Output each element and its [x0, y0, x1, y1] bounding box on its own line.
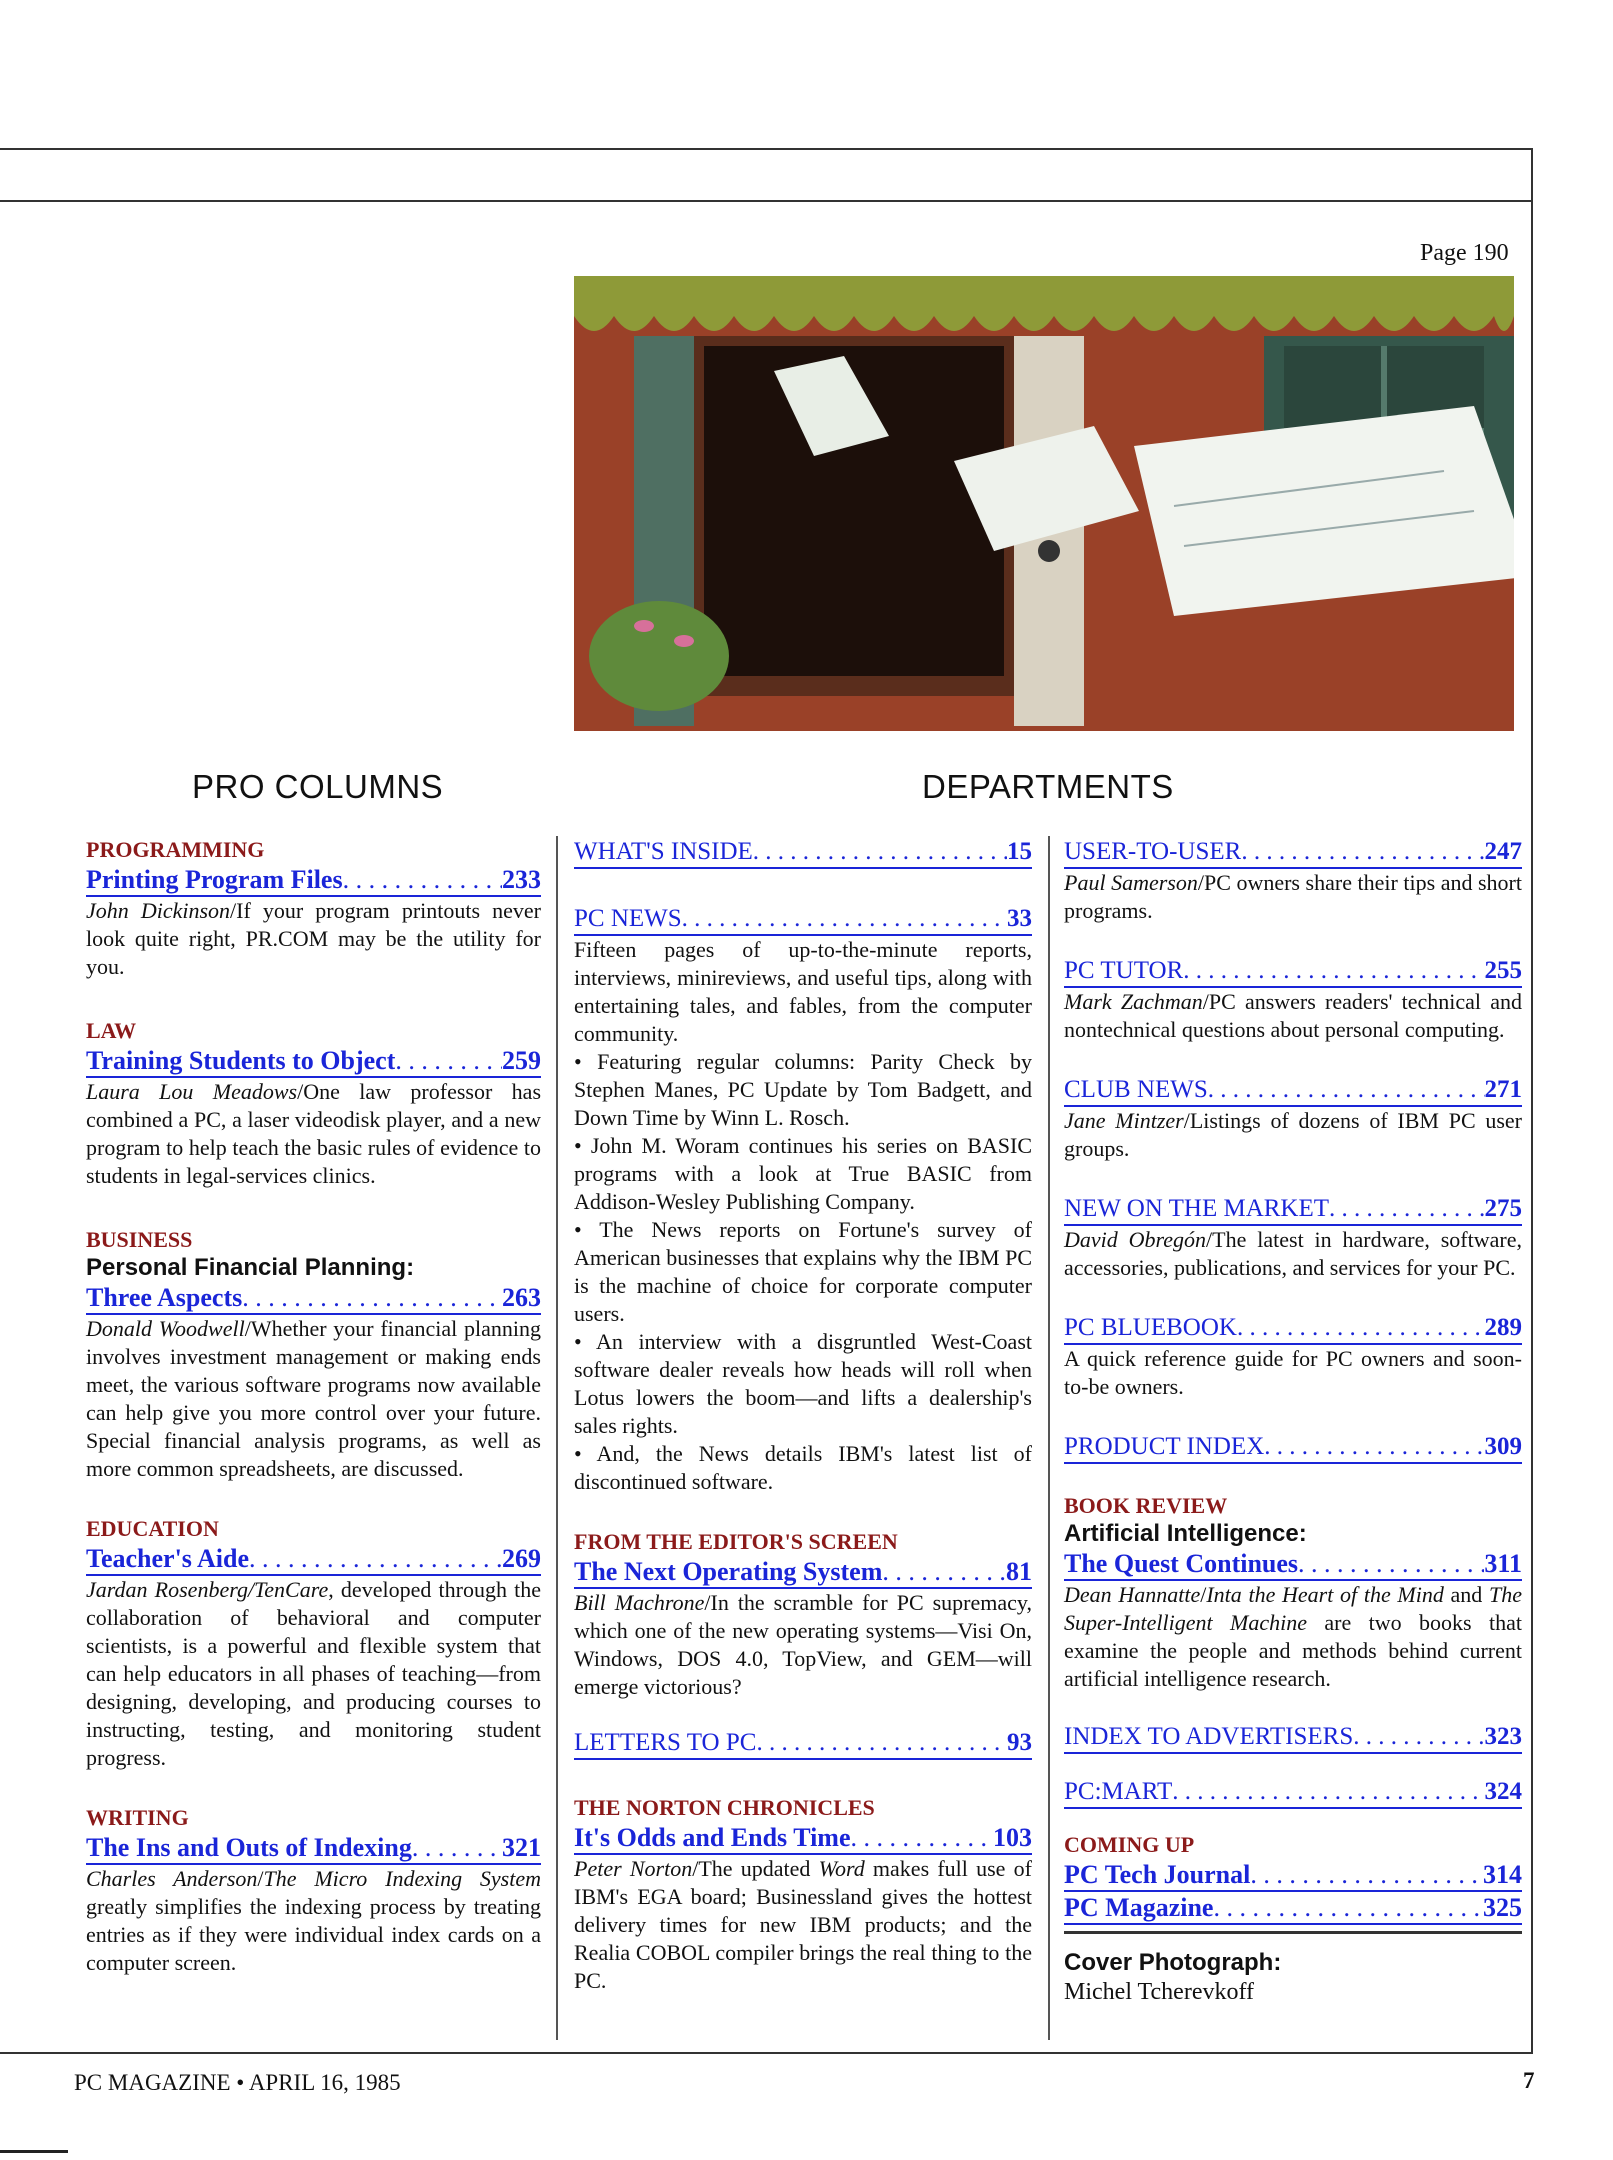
departments-column-1	[574, 836, 1032, 2021]
whats-inside-entry	[574, 836, 1032, 869]
entry-description: Peter Norton/The updated Word makes full use of IBM's EGA board; Businessland gives the hottest delivery times for new IBM products; and the Realia COBOL compiler brings the real thing to the PC.	[574, 1856, 1032, 1993]
category-label: BOOK REVIEW	[1064, 1493, 1228, 1518]
category-label: FROM THE EDITOR'S SCREEN	[574, 1529, 898, 1554]
toc-link-pc-bluebook[interactable]: PC BLUEBOOK . . . 289	[1064, 1312, 1522, 1345]
law-entry	[86, 1017, 541, 1190]
frame-second-rule	[0, 200, 1533, 202]
book-review-entry	[1064, 1492, 1522, 1693]
frame-right-rule	[1531, 148, 1533, 2054]
category-label: EDUCATION	[86, 1516, 219, 1541]
business-entry	[86, 1226, 541, 1483]
toc-link-whats-inside[interactable]: WHAT'S INSIDE . . . 15	[574, 836, 1032, 869]
pcmart-entry	[1064, 1776, 1522, 1809]
cover-credit-label: Cover Photograph:	[1064, 1949, 1282, 1976]
toc-link-next-operating-system[interactable]: The Next Operating System . . . 81	[574, 1556, 1032, 1589]
pc-news-intro: Fifteen pages of up-to-the-minute reports, interviews, minireviews, and useful tips, along with entertaining tales, and fables, from the computer community.	[574, 937, 1032, 1046]
category-label: LAW	[86, 1018, 137, 1043]
user-to-user-entry	[1064, 836, 1522, 925]
writing-entry	[86, 1804, 541, 1977]
toc-link-training-students[interactable]: Training Students to Object . . . 259	[86, 1045, 541, 1078]
entry-subtitle: Personal Financial Planning:	[86, 1254, 415, 1281]
coming-up-entry	[1064, 1831, 1522, 1934]
pc-news-entry	[574, 903, 1032, 1496]
toc-link-pc-magazine[interactable]: PC Magazine . . . 325	[1064, 1892, 1522, 1925]
entry-subtitle: Artificial Intelligence:	[1064, 1520, 1307, 1547]
entry-description: Mark Zachman/PC answers readers' technical and nontechnical questions about personal computing.	[1064, 989, 1522, 1042]
cover-credit-name: Michel Tcherevkoff	[1064, 1979, 1255, 2005]
index-advertisers-entry	[1064, 1721, 1522, 1754]
frame-top-rule	[0, 148, 1533, 150]
cover-photograph-credit	[1064, 1948, 1522, 2007]
entry-description: John Dickinson/If your program printouts never look quite right, PR.COM may be the utility for you.	[86, 898, 541, 979]
toc-link-index-to-advertisers[interactable]: INDEX TO ADVERTISERS . . . 323	[1064, 1721, 1522, 1754]
bottom-corner-rule	[0, 2150, 68, 2153]
pc-news-bullet: • Featuring regular columns: Parity Check by Stephen Manes, PC Update by Tom Badgett, and Down Time by Winn L. Rosch.	[574, 1049, 1033, 1130]
departments-column-2	[1064, 836, 1522, 2007]
entry-description: Jane Mintzer/Listings of dozens of IBM PC user groups.	[1064, 1108, 1522, 1161]
toc-link-product-index[interactable]: PRODUCT INDEX . . . 309	[1064, 1431, 1522, 1464]
toc-link-ins-and-outs-indexing[interactable]: The Ins and Outs of Indexing . . . 321	[86, 1832, 541, 1865]
toc-link-new-on-the-market[interactable]: NEW ON THE MARKET . . . 275	[1064, 1193, 1522, 1226]
toc-link-club-news[interactable]: CLUB NEWS . . . 271	[1064, 1074, 1522, 1107]
entry-description: Laura Lou Meadows/One law professor has combined a PC, a laser videodisk player, and a new program to help teach the basic rules of evidence to students in legal-services clinics.	[86, 1079, 542, 1188]
column-rule-1	[556, 836, 558, 2040]
feature-photo	[574, 276, 1514, 731]
category-label: COMING UP	[1064, 1832, 1195, 1857]
norton-entry	[574, 1794, 1032, 1995]
letters-entry	[574, 1727, 1032, 1760]
toc-link-three-aspects[interactable]: Three Aspects . . . 263	[86, 1282, 541, 1315]
frame-bottom-rule	[0, 2052, 1533, 2054]
entry-description: Paul Samerson/PC owners share their tips and short programs.	[1064, 870, 1523, 923]
pc-news-bullet: • John M. Woram continues his series on BASIC programs with a look at True BASIC from Addison-Wesley Publishing Company.	[574, 1133, 1032, 1214]
footer-issue-line: PC MAGAZINE • APRIL 16, 1985	[74, 2070, 401, 2095]
toc-link-odds-and-ends[interactable]: It's Odds and Ends Time . . . 103	[574, 1822, 1032, 1855]
category-label: THE NORTON CHRONICLES	[574, 1795, 875, 1820]
toc-link-pc-tech-journal[interactable]: PC Tech Journal . . . 314	[1064, 1859, 1522, 1892]
storefront-illustration	[574, 276, 1514, 731]
education-entry	[86, 1515, 541, 1772]
departments-heading: DEPARTMENTS	[922, 768, 1174, 805]
toc-link-letters-to-pc[interactable]: LETTERS TO PC . . . 93	[574, 1727, 1032, 1760]
toc-link-user-to-user[interactable]: USER-TO-USER . . . 247	[1064, 836, 1522, 869]
pc-tutor-entry	[1064, 955, 1522, 1044]
club-news-entry	[1064, 1074, 1522, 1163]
pc-bluebook-entry	[1064, 1312, 1522, 1401]
pc-news-bullet: • The News reports on Fortune's survey of American businesses that explains why the IBM PC is the machine of choice for corporate computer users.	[574, 1217, 1032, 1326]
entry-description: Dean Hannatte/Inta the Heart of the Mind and The Super-Intelligent Machine are two books that examine the people and methods behind current artificial intelligence research.	[1064, 1582, 1522, 1691]
entry-description: Bill Machrone/In the scramble for PC supremacy, which one of the new operating systems—Visi On, Windows, DOS 4.0, TopView, and GEM—will emerge victorious?	[574, 1590, 1032, 1699]
editors-screen-entry	[574, 1528, 1032, 1701]
footer-page-number: 7	[1523, 2068, 1535, 2093]
programming-entry	[86, 836, 541, 981]
toc-link-quest-continues[interactable]: The Quest Continues . . . 311	[1064, 1548, 1522, 1581]
photo-page-label: Page 190	[1420, 240, 1509, 266]
category-label: WRITING	[86, 1805, 189, 1830]
pc-news-bullet: • An interview with a disgruntled West-Coast software dealer reveals how heads will roll when Lotus lowers the boom—and lifts a dealership's sales rights.	[574, 1329, 1032, 1438]
pc-news-bullet: • And, the News details IBM's latest list of discontinued software.	[574, 1441, 1032, 1494]
toc-link-pc-tutor[interactable]: PC TUTOR . . . 255	[1064, 955, 1522, 988]
pro-columns-heading: PRO COLUMNS	[192, 768, 444, 805]
pro-columns-column	[86, 836, 541, 2003]
entry-description: Jardan Rosenberg/TenCare, developed through the collaboration of behavioral and computer scientists, is a powerful and flexible system that can help educators in all phases of teaching—from designing, developing, and producing courses to instructing, testing, and monitoring student progress.	[86, 1577, 541, 1770]
entry-description: David Obregón/The latest in hardware, software, accessories, publications, and services for your PC.	[1064, 1227, 1522, 1280]
new-on-market-entry	[1064, 1193, 1522, 1282]
category-label: BUSINESS	[86, 1227, 193, 1252]
category-label: PROGRAMMING	[86, 837, 265, 862]
entry-description: Charles Anderson/The Micro Indexing System greatly simplifies the indexing process by treating entries as if they were individual index cards on a computer screen.	[86, 1866, 541, 1975]
toc-link-printing-program-files[interactable]: Printing Program Files . . . 233	[86, 864, 541, 897]
column-rule-2	[1048, 836, 1050, 2040]
entry-description: A quick reference guide for PC owners and soon-to-be owners.	[1064, 1346, 1522, 1399]
product-index-entry	[1064, 1431, 1522, 1464]
entry-description: Donald Woodwell/Whether your financial planning involves investment management or making ends meet, the various software programs now available can help give you more control over your future. Special financial analysis programs, as well as more common spreadsheets, are discussed.	[86, 1316, 541, 1481]
toc-link-teachers-aide[interactable]: Teacher's Aide . . . 269	[86, 1543, 541, 1576]
toc-link-pc-mart[interactable]: PC:MART . . . 324	[1064, 1776, 1522, 1809]
toc-link-pc-news[interactable]: PC NEWS . . . 33	[574, 903, 1032, 936]
